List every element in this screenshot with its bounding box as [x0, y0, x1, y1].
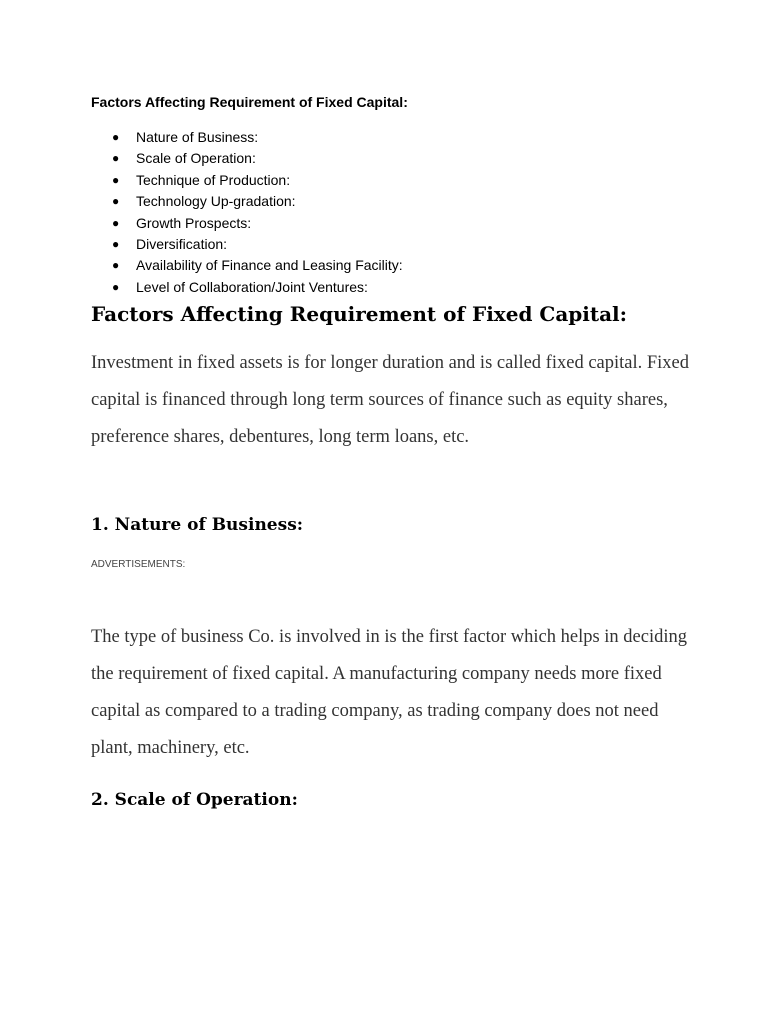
list-item [91, 192, 403, 213]
list-item-label: Level of Collaboration/Joint Ventures: [136, 278, 368, 295]
list-item [91, 171, 403, 192]
section-heading-nature-of-business: 1. Nature of Business: [91, 515, 304, 535]
list-item [91, 278, 403, 299]
bullet-icon: ● [112, 215, 120, 230]
bullet-icon: ● [112, 236, 120, 251]
advertisement-label: ADVERTISEMENTS: [91, 559, 186, 570]
list-item [91, 128, 403, 149]
list-item [91, 214, 403, 235]
bullet-icon: ● [112, 194, 120, 209]
bullet-icon: ● [112, 279, 120, 294]
bullet-icon: ● [112, 258, 120, 273]
bullet-icon: ● [112, 172, 120, 187]
list-item-label: Technique of Production: [136, 171, 291, 188]
list-item-label: Nature of Business: [136, 129, 259, 145]
section-heading-scale-of-operation: 2. Scale of Operation: [91, 790, 298, 810]
summary-list [91, 128, 403, 299]
intro-paragraph: Investment in fixed assets is for longer duration and is called fixed capital. Fixed capital is financed through long term sources of finance such as equity shares, preference shares, debentures, long term loans, etc. [91, 353, 690, 447]
list-item-label: Scale of Operation: [136, 150, 256, 167]
nature-of-business-paragraph: The type of business Co. is involved in is the first factor which helps in deciding the requirement of fixed capital. A manufacturing company needs more fixed capital as compared to a trading company, as trading company does not need plant, machinery, etc. [91, 627, 688, 758]
list-item-label: Growth Prospects: [136, 214, 252, 231]
summary-title: Factors Affecting Requirement of Fixed Capital: [91, 94, 408, 110]
list-item-label: Diversification: [136, 235, 228, 252]
bullet-icon: ● [112, 130, 120, 144]
list-item [91, 235, 403, 256]
article-heading: Factors Affecting Requirement of Fixed Capital: [91, 302, 628, 326]
bullet-icon: ● [112, 151, 120, 166]
list-item-label: Availability of Finance and Leasing Facility: [136, 257, 403, 274]
list-item [91, 149, 403, 170]
list-item-label: Technology Up-gradation: [136, 193, 296, 210]
list-item [91, 256, 403, 277]
